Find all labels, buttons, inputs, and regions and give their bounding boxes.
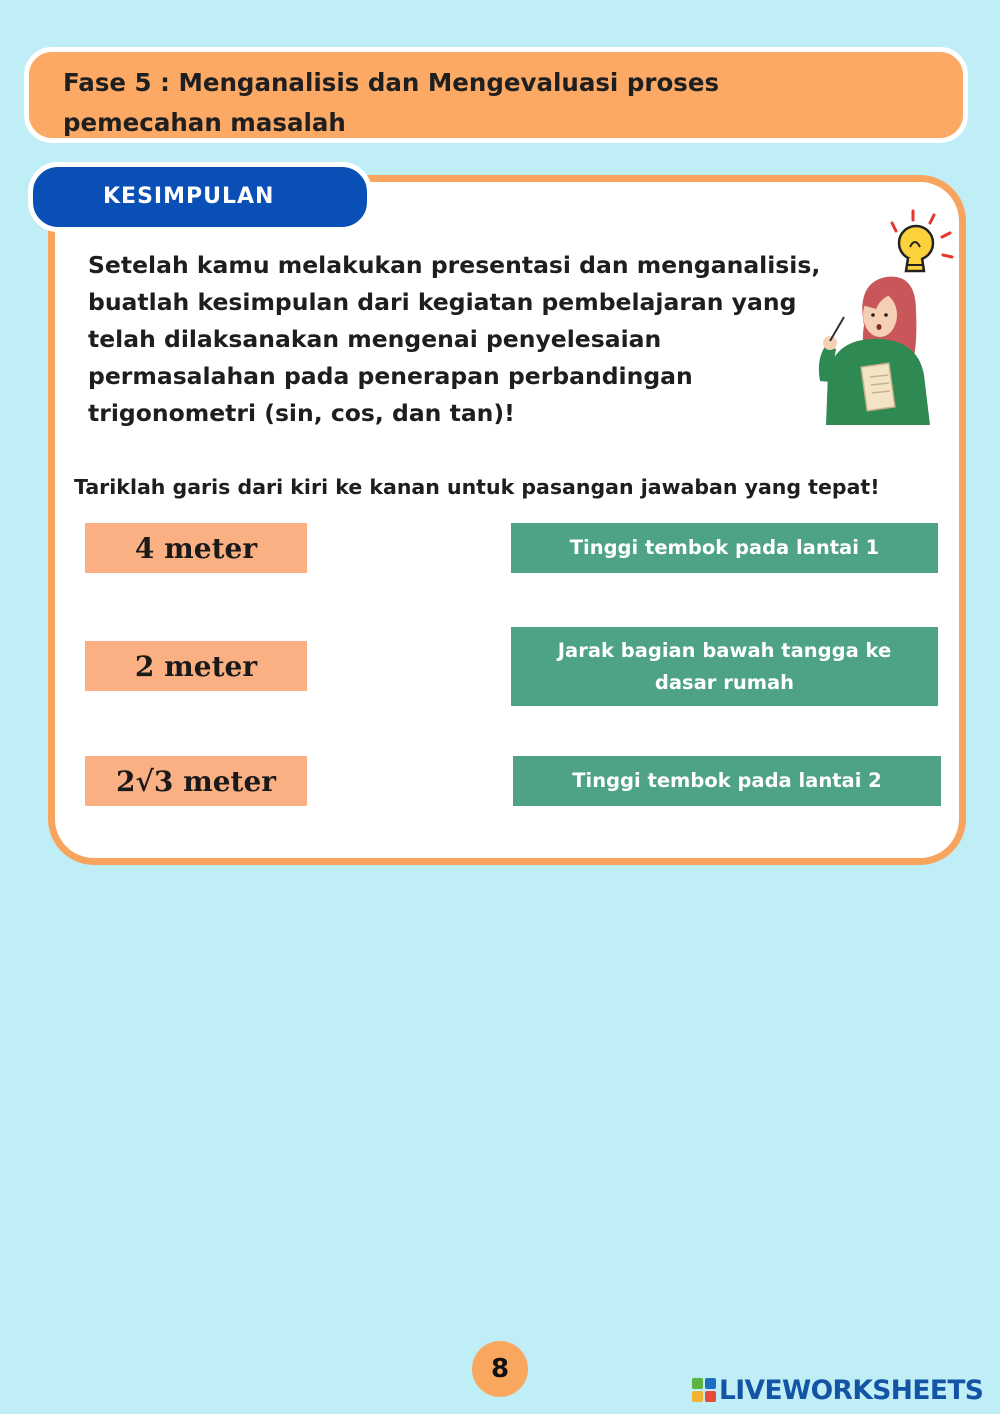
liveworksheets-icon xyxy=(692,1378,716,1402)
page-number: 8 xyxy=(472,1341,528,1397)
match-target-1[interactable]: Tinggi tembok pada lantai 1 xyxy=(511,523,938,573)
answer-option-3[interactable]: 2√3 meter xyxy=(85,756,307,806)
matching-instruction: Tariklah garis dari kiri ke kanan untuk pasangan jawaban yang tepat! xyxy=(74,475,880,499)
conclusion-instruction: Setelah kamu melakukan presentasi dan menganalisis, buatlah kesimpulan dari kegiatan pembelajaran yang telah dilaksanakan mengenai penyelesaian permasalahan pada penerapan perbandingan trigonometri (sin, cos, dan tan)! xyxy=(88,251,821,427)
match-target-3[interactable]: Tinggi tembok pada lantai 2 xyxy=(513,756,941,806)
girl-thinking-illustration xyxy=(800,205,960,435)
brand-name: LIVEWORKSHEETS xyxy=(719,1374,984,1406)
phase-title: Fase 5 : Menganalisis dan Mengevaluasi proses pemecahan masalah xyxy=(63,68,720,137)
answer-option-1[interactable]: 4 meter xyxy=(85,523,307,573)
lightbulb-icon xyxy=(892,211,952,271)
liveworksheets-logo xyxy=(692,1372,983,1408)
phase-banner xyxy=(24,47,968,143)
answer-option-2[interactable]: 2 meter xyxy=(85,641,307,691)
match-target-2[interactable]: Jarak bagian bawah tangga ke dasar rumah xyxy=(511,627,938,706)
section-tab-kesimpulan: KESIMPULAN xyxy=(28,162,372,232)
